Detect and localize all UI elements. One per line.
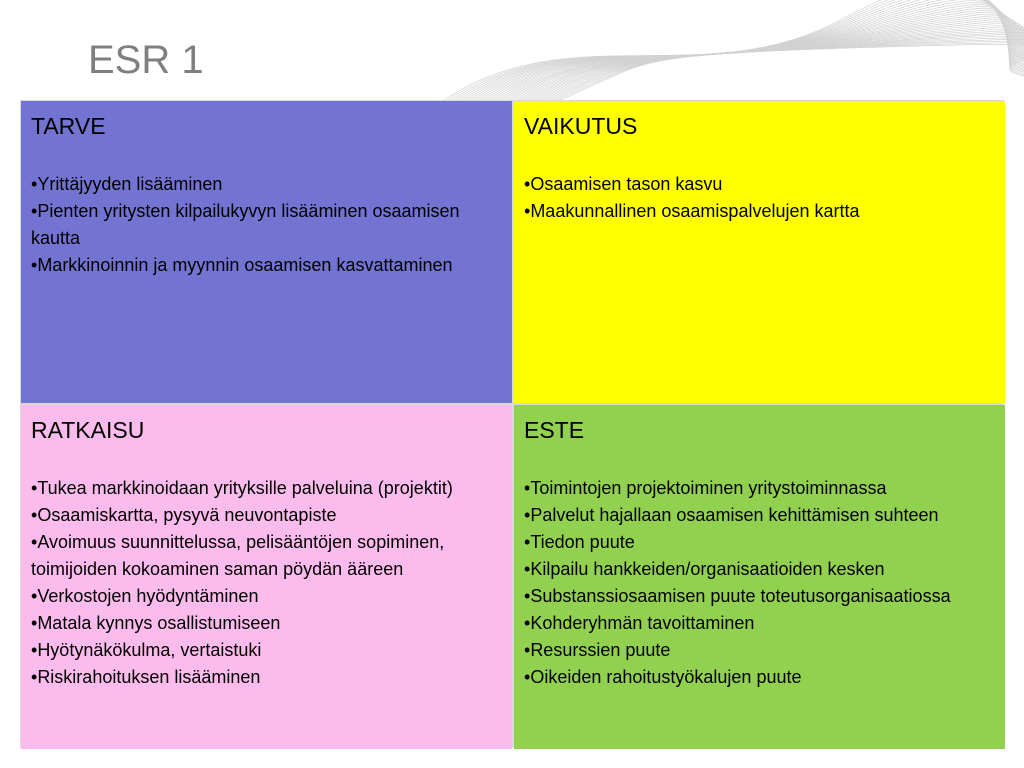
- list-item: • Substanssiosaamisen puute toteutusorganisaatiossa: [524, 583, 995, 610]
- list-item: • Yrittäjyyden lisääminen: [31, 171, 502, 198]
- list-item: • Avoimuus suunnittelussa, pelisääntöjen sopiminen, toimijoiden kokoaminen saman pöydän ääreen: [31, 529, 502, 583]
- list-item: • Pienten yritysten kilpailukyvyn lisääminen osaamisen kautta: [31, 198, 502, 252]
- quadrant-heading-vaikutus: VAIKUTUS: [524, 113, 638, 139]
- list-item: • Toimintojen projektoiminen yritystoiminnassa: [524, 475, 995, 502]
- list-item: • Hyötynäkökulma, vertaistuki: [31, 637, 502, 664]
- quadrant-list-este: [524, 475, 995, 691]
- quadrant-tarve: [21, 101, 512, 403]
- quadrant-list-tarve: [31, 171, 502, 279]
- list-item: • Kilpailu hankkeiden/organisaatioiden kesken: [524, 556, 995, 583]
- quadrant-heading-tarve: TARVE: [31, 113, 106, 139]
- decorative-wave-line: [436, 0, 1024, 110]
- list-item: • Osaamiskartta, pysyvä neuvontapiste: [31, 502, 502, 529]
- quadrant-grid: [20, 100, 1004, 748]
- list-item: • Resurssien puute: [524, 637, 995, 664]
- quadrant-list-vaikutus: [524, 171, 995, 225]
- list-item: • Kohderyhmän tavoittaminen: [524, 610, 995, 637]
- list-item: • Markkinoinnin ja myynnin osaamisen kasvattaminen: [31, 252, 502, 279]
- slide-title: ESR 1: [88, 38, 204, 82]
- list-item: • Palvelut hajallaan osaamisen kehittämisen suhteen: [524, 502, 995, 529]
- list-item: • Tukea markkinoidaan yrityksille palveluina (projektit): [31, 475, 502, 502]
- quadrant-heading-ratkaisu: RATKAISU: [31, 417, 145, 443]
- quadrant-vaikutus: [514, 101, 1005, 403]
- decorative-wave-line: [459, 1, 1024, 110]
- quadrant-este: [514, 405, 1005, 749]
- quadrant-heading-este: ESTE: [524, 417, 585, 443]
- list-item: • Maakunnallinen osaamispalvelujen kartta: [524, 198, 995, 225]
- decorative-wave-line: [433, 0, 1024, 110]
- list-item: • Oikeiden rahoitustyökalujen puute: [524, 664, 995, 691]
- list-item: • Matala kynnys osallistumiseen: [31, 610, 502, 637]
- list-item: • Verkostojen hyödyntäminen: [31, 583, 502, 610]
- decorative-wave-line: [462, 3, 1024, 110]
- list-item: • Osaamisen tason kasvu: [524, 171, 995, 198]
- quadrant-ratkaisu: [21, 405, 512, 749]
- decorative-wave-line: [507, 29, 1024, 110]
- quadrant-list-ratkaisu: [31, 475, 502, 691]
- list-item: • Tiedon puute: [524, 529, 995, 556]
- list-item: • Riskirahoituksen lisääminen: [31, 664, 502, 691]
